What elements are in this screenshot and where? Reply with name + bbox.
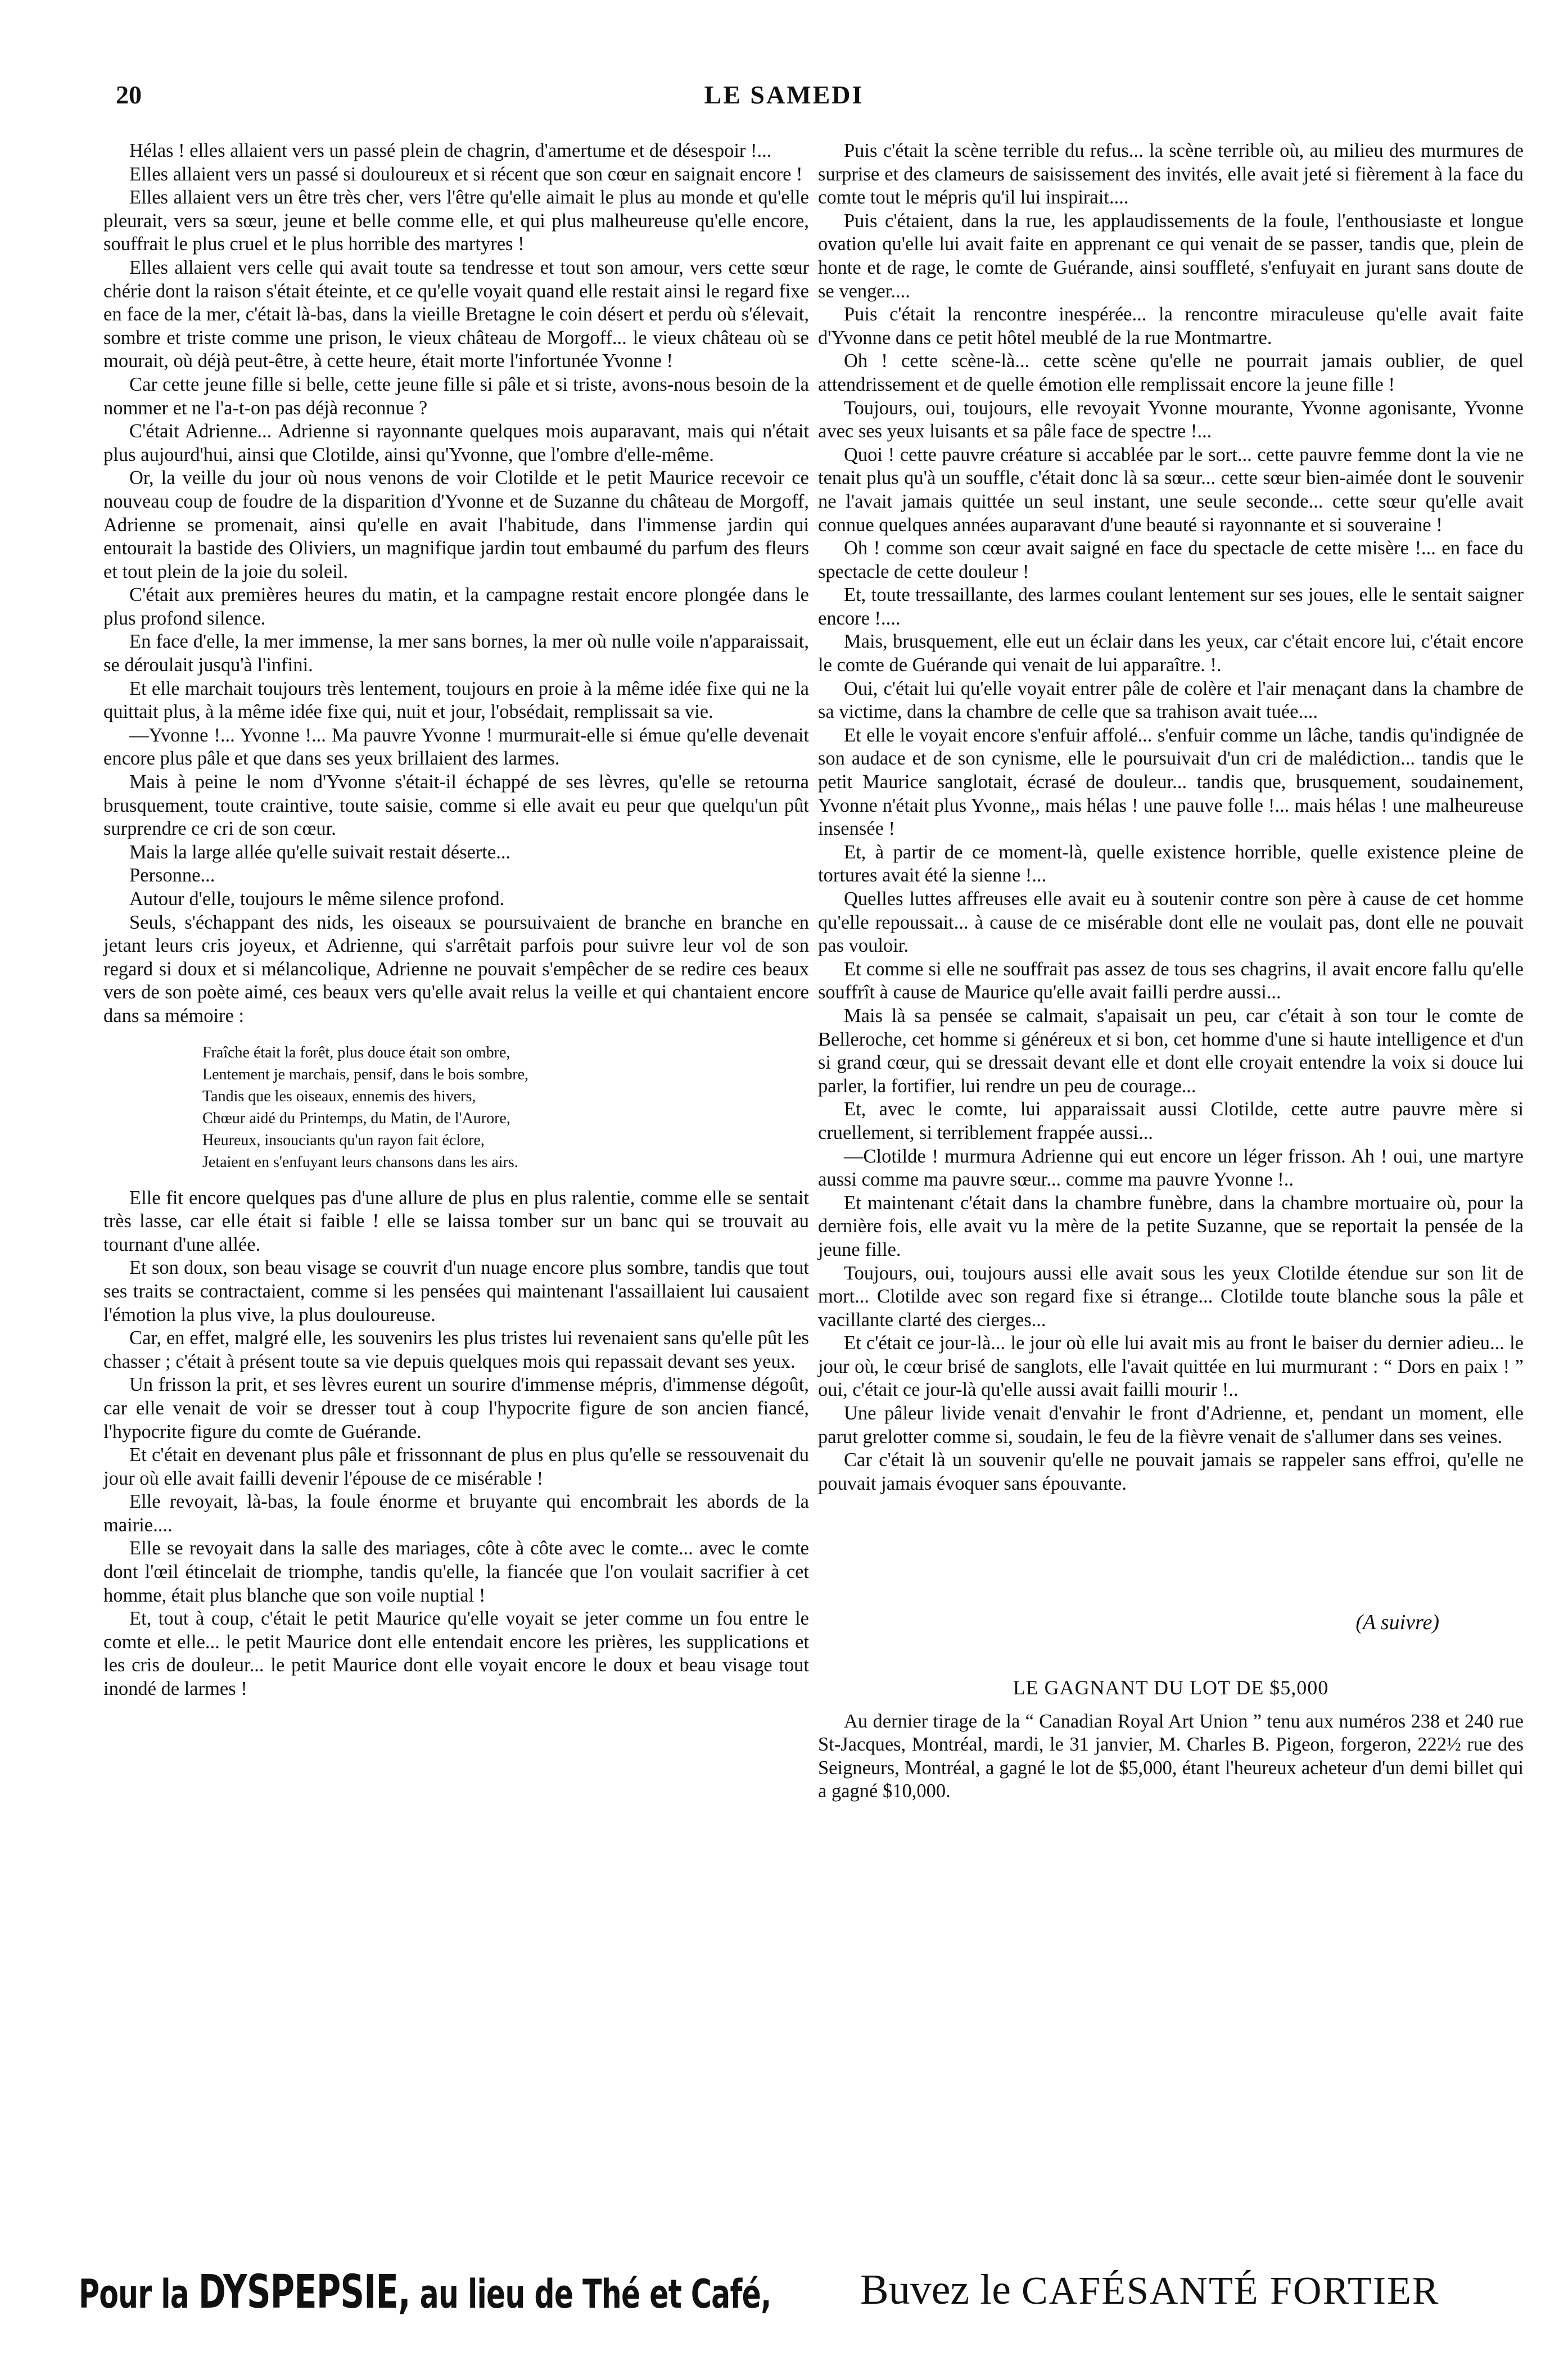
paragraph: En face d'elle, la mer immense, la mer sans bornes, la mer où nulle voile n'apparaissait, se déroulait jusqu'à l'infini. [103,631,809,676]
paragraph: Quoi ! cette pauvre créature si accablée par le sort... cette pauvre femme dont la vie ne tenait plus qu'à un souffle, c'était donc là sa sœur... cette sœur bien-aimée dont le souvenir ne l'avait jamais quittée un seul instant, une seule seconde... cette sœur qu'elle avait connue quelques années auparavant d'une beauté si rayonnante et si souveraine ! [818,444,1524,536]
paragraph: Elle fit encore quelques pas d'une allure de plus en plus ralentie, comme elle se sentait très lasse, car elle était si faible ! elle se laissa tomber sur un banc qui se trouvait au tournant d'une allée. [103,1187,809,1255]
paragraph: Or, la veille du jour où nous venons de voir Clotilde et le petit Maurice recevoir ce nouveau coup de foudre de la disparition d'Yvonne et de Suzanne du château de Morgoff, Adrienne se promenait, ainsi qu'elle en avait l'habitude, dans l'immense jardin qui entourait la bastide des Oliviers, un magnifique jardin tout embaumé du parfum des fleurs et tout plein de la joie du soleil. [103,467,809,582]
paragraph: Et, avec le comte, lui apparaissait aussi Clotilde, cette autre pauvre mère si cruellement, si terriblement frappée aussi... [818,1098,1524,1143]
paragraph: Et, toute tressaillante, des larmes coulant lentement sur ses joues, elle le sentait saigner encore !.... [818,584,1524,629]
paragraph: Toujours, oui, toujours, elle revoyait Yvonne mourante, Yvonne agonisante, Yvonne avec ses yeux luisants et sa pâle face de spectre !... [818,397,1524,442]
paragraph: Elle revoyait, là-bas, la foule énorme et bruyante qui encombrait les abords de la mairie.... [103,1491,809,1536]
paragraph: C'était Adrienne... Adrienne si rayonnante quelques mois auparavant, mais qui n'était plus aujourd'hui, ainsi que Clotilde, ainsi qu'Yvonne, que l'ombre d'elle-même. [103,420,809,465]
paragraph: C'était aux premières heures du matin, et la campagne restait encore plongée dans le plus profond silence. [103,584,809,629]
paragraph: Seuls, s'échappant des nids, les oiseaux se poursuivaient de branche en branche en jetant leurs cris joyeux, et Adrienne, qui s'arrêtait parfois pour suivre leur vol de son regard si doux et si mélancolique, Adrienne ne pouvait s'empêcher de se redire ces beaux vers de son poète aimé, ces beaux vers qu'elle avait relus la veille et qui chantaient encore dans sa mémoire : [103,911,809,1027]
paragraph: Une pâleur livide venait d'envahir le front d'Adrienne, et, pendant un moment, elle parut grelotter comme si, soudain, le feu de la fièvre venait de s'allumer dans ses veines. [818,1403,1524,1448]
paragraph: Et c'était en devenant plus pâle et frissonnant de plus en plus qu'elle se ressouvenait du jour où elle avait failli devenir l'épouse de ce misérable ! [103,1444,809,1489]
ad-text-the-cafe: au lieu de Thé et Café, [410,2271,771,2317]
paragraph: Et comme si elle ne souffrait pas assez de tous ses chagrins, il avait encore fallu qu'elle souffrît à cause de Maurice qu'elle avait failli perdre aussi... [818,958,1524,1003]
paragraph: Hélas ! elles allaient vers un passé plein de chagrin, d'amertume et de désespoir !... [129,140,772,161]
poem-line: Chœur aidé du Printemps, du Matin, de l'Aurore, [202,1109,510,1127]
paragraph: Un frisson la prit, et ses lèvres eurent un sourire d'immense mépris, d'immense dégoût, car elle venait de voir se dresser tout à coup l'hypocrite figure de son ancien fiancé, l'hypocrite figure du comte de Guérande. [103,1374,809,1443]
poem-line: Fraîche était la forêt, plus douce était son ombre, [202,1043,510,1061]
paragraph: Elles allaient vers un être très cher, vers l'être qu'elle aimait le plus au monde et qu'elle pleurait, vers sa sœur, jeune et belle comme elle, et qui plus malheureuse qu'elle encore, souffrait le plus cruel et le plus horrible des martyres ! [103,187,809,255]
to-be-continued: (A suivre) [1355,1611,1439,1635]
paragraph: Oh ! comme son cœur avait saigné en face du spectacle de cette misère !... en face du spectacle de cette douleur ! [818,537,1524,582]
paragraph: —Yvonne !... Yvonne !... Ma pauvre Yvonne ! murmurait-elle si émue qu'elle devenait encore plus pâle et que dans ses yeux brillaient des larmes. [103,724,809,770]
paragraph: Et, à partir de ce moment-là, quelle existence horrible, quelle existence pleine de tortures avait été la sienne !... [818,841,1524,887]
page-header [0,80,1568,114]
paragraph: Mais à peine le nom d'Yvonne s'était-il échappé de ses lèvres, qu'elle se retourna brusquement, toute craintive, toute saisie, comme si elle avait eu peur que quelqu'un pût surprendre ce cri de son cœur. [103,771,809,840]
paragraph: Elle se revoyait dans la salle des mariages, côte à côte avec le comte... avec le comte dont l'œil étincelait de triomphe, tandis qu'elle, la fiancée que l'on voulait sacrifier à cet homme, était plus blanche que son voile nuptial ! [103,1538,809,1606]
paragraph: Personne... [129,865,215,887]
poem-line: Heureux, insouciants qu'un rayon fait éclore, [202,1131,485,1149]
paragraph: Et, tout à coup, c'était le petit Maurice qu'elle voyait se jeter comme un fou entre le comte et elle... le petit Maurice dont elle entendait encore les prières, les supplications et les cris de douleur... le petit Maurice dont elle voyait encore le doux et beau visage tout inondé de larmes ! [103,1608,809,1700]
page-number: 20 [116,80,142,109]
poem [202,1042,809,1173]
paragraph: Puis c'étaient, dans la rue, les applaudissements de la foule, l'enthousiaste et longue ovation qu'elle lui avait faite en apprenant ce qui venait de se passer, tandis que, plein de honte et de rage, le comte de Guérande, ainsi souffleté, s'enfuyait en jurant sans doute de se venger.... [818,210,1524,302]
paragraph: Puis c'était la rencontre inespérée... la rencontre miraculeuse qu'elle avait faite d'Yvonne dans ce petit hôtel meublé de la rue Montmartre. [818,304,1524,349]
ad-text-buvez-le: Buvez le [860,2266,1022,2313]
paragraph: Car c'était là un souvenir qu'elle ne pouvait jamais se rappeler sans effroi, qu'elle ne pouvait jamais évoquer sans épouvante. [818,1449,1524,1494]
paragraph: Mais là sa pensée se calmait, s'apaisait un peu, car c'était à son tour le comte de Belleroche, cet homme si généreux et si bon, cet homme d'une si haute intelligence et d'un si grand cœur, qui se dressait devant elle et dont elle croyait entendre la voix si douce lui parler, la fortifier, lui rendre un peu de courage... [818,1005,1524,1097]
paragraph: Elles allaient vers celle qui avait toute sa tendresse et tout son amour, vers cette sœur chérie dont la raison s'était éteinte, et ce qu'elle voyait quand elle restait ainsi le regard fixe en face de la mer, c'était là-bas, dans la vieille Bretagne le coin désert et perdu où s'élevait, sombre et triste comme une prison, le vieux château de Morgoff... le vieux château où se mourait, où déjà peut-être, à cette heure, était morte l'infortunée Yvonne ! [103,256,809,372]
ad-text-pour-la: Pour la [79,2271,198,2317]
poem-line: Jetaient en s'enfuyant leurs chansons dans les airs. [202,1153,518,1171]
notice-title: LE GAGNANT DU LOT DE $5,000 [1013,1676,1329,1699]
paragraph: Elles allaient vers un passé si douloureux et si récent que son cœur en saignait encore ! [129,163,803,185]
paragraph: Autour d'elle, toujours le même silence profond. [129,888,505,910]
paragraph: Oh ! cette scène-là... cette scène qu'elle ne pourrait jamais oublier, de quel attendrissement et de quelle émotion elle remplissait encore la jeune fille ! [818,350,1524,395]
journal-title: LE SAMEDI [704,80,864,109]
paragraph: Car cette jeune fille si belle, cette jeune fille si pâle et si triste, avons-nous besoin de la nommer et ne l'a-t-on pas déjà reconnue ? [103,373,809,419]
paragraph: Et c'était ce jour-là... le jour où elle lui avait mis au front le baiser du dernier adieu... le jour où, le cœur brisé de sanglots, elle l'avait quittée en lui murmurant : “ Dors en paix ! ” oui, c'était ce jour-là qu'elle aussi avait failli mourir !.. [818,1332,1524,1401]
left-column [103,139,809,1701]
paragraph: Mais, brusquement, elle eut un éclair dans les yeux, car c'était encore lui, c'était encore le comte de Guérande qui venait de lui apparaître. !. [818,631,1524,676]
paragraph: Mais la large allée qu'elle suivait restait déserte... [129,841,511,863]
poem-line: Tandis que les oiseaux, ennemis des hivers, [202,1087,476,1105]
paragraph: Quelles luttes affreuses elle avait eu à soutenir contre son père à cause de cet homme qu'elle repoussait... à cause de ce misérable dont elle ne voulait pas, dont elle ne pouvait pas vouloir. [818,888,1524,957]
advertisement [0,2266,1568,2333]
paragraph: Oui, c'était lui qu'elle voyait entrer pâle de colère et l'air menaçant dans la chambre de sa victime, dans la chambre de celle que sa trahison avait tuée.... [818,677,1524,723]
paragraph: Et elle le voyait encore s'enfuir affolé... s'enfuir comme un lâche, tandis qu'indignée de son audace et de son cynisme, elle le poursuivait d'un cri de malédiction... tandis que le petit Maurice sanglotait, écrasé de douleur... tandis que, brusquement, soudainement, Yvonne n'était plus Yvonne,, mais hélas ! une pauve folle !... mais hélas ! une malheureuse insensée ! [818,724,1524,840]
notice-text: Au dernier tirage de la “ Canadian Royal Art Union ” tenu aux numéros 238 et 240 rue St-Jacques, Montréal, mardi, le 31 janvier, M. Charles B. Pigeon, forgeron, 222½ rue des Seigneurs, Montréal, a gagné le lot de $5,000, étant l'heureux acheteur d'un demi billet qui a gagné $10,000. [818,1710,1524,1802]
paragraph: Puis c'était la scène terrible du refus... la scène terrible où, au milieu des murmures de surprise et des clameurs de saisissement des invités, elle avait jeté si fièrement à la face du comte tout le mépris qu'il lui inspirait.... [818,140,1524,209]
ad-text-dyspepsie: DYSPEPSIE, [198,2266,410,2319]
right-column [818,139,1524,1803]
ad-headline [79,2266,771,2319]
ad-brand [860,2266,1439,2314]
paragraph: —Clotilde ! murmura Adrienne qui eut encore un léger frisson. Ah ! oui, une martyre aussi comme ma pauvre sœur... comme ma pauvre Yvonne !.. [818,1145,1524,1191]
paragraph: Et elle marchait toujours très lentement, toujours en proie à la même idée fixe qui ne la quittait plus, à la même idée fixe qui, nuit et jour, l'obsédait, remplissait sa vie. [103,677,809,723]
poem-line: Lentement je marchais, pensif, dans le bois sombre, [202,1065,529,1083]
paragraph: Toujours, oui, toujours aussi elle avait sous les yeux Clotilde étendue sur son lit de mort... Clotilde avec son regard fixe si étrange... Clotilde toute blanche sous la pâle et vacillante clarté des cierges... [818,1262,1524,1331]
paragraph: Et son doux, son beau visage se couvrit d'un nuage encore plus sombre, tandis que tout ses traits se contractaient, comme si les pensées qui maintenant l'assaillaient lui causaient l'émotion la plus vive, la plus douloureuse. [103,1257,809,1326]
ad-brand-name: CAFÉSANTÉ FORTIER [1022,2269,1440,2313]
paragraph: Car, en effet, malgré elle, les souvenirs les plus tristes lui revenaient sans qu'elle pût les chasser ; c'était à présent toute sa vie depuis quelques mois qui repassait devant ses yeux. [103,1327,809,1372]
paragraph: Et maintenant c'était dans la chambre funèbre, dans la chambre mortuaire où, pour la dernière fois, elle avait vu la mère de la petite Suzanne, que se reportait la pensée de la jeune fille. [818,1192,1524,1260]
